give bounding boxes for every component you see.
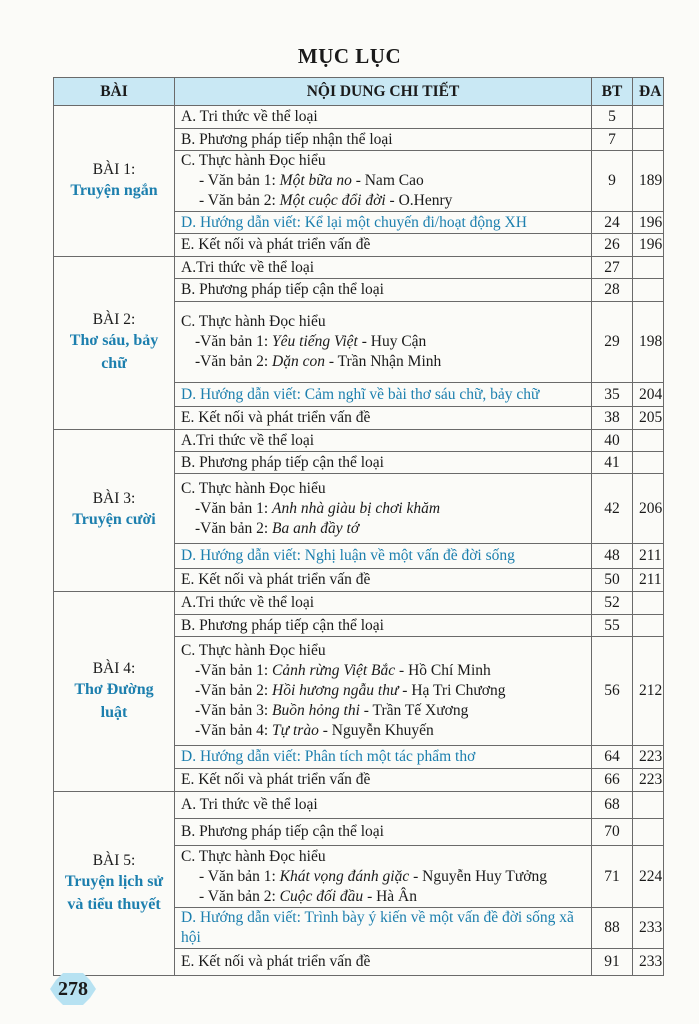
writing-guide-text: D. Hướng dẫn viết: Cảm nghĩ về bài thơ sáu chữ, bảy chữ: [181, 385, 540, 403]
section-text: A. Tri thức về thể loại: [181, 796, 318, 813]
bt-page-cell: 7: [592, 129, 633, 151]
content-cell: [175, 637, 592, 746]
author-name: - Hồ Chí Minh: [395, 662, 491, 679]
work-title: Buồn hỏng thi: [272, 702, 360, 719]
lesson-number: BÀI 4:: [92, 659, 136, 677]
content-cell: [175, 151, 592, 212]
section-heading: C. Thực hành Đọc hiểu: [181, 642, 326, 659]
reading-text-item: [181, 887, 585, 907]
toc-body: [54, 106, 664, 976]
lesson-number: BÀI 5:: [92, 851, 136, 869]
lesson-name: Truyện cười: [72, 511, 156, 528]
author-name: - Hạ Tri Chương: [398, 682, 506, 699]
section-text: A.Tri thức về thể loại: [181, 431, 315, 449]
reading-text-label: -Văn bản 1:: [195, 499, 273, 517]
lesson-cell: [54, 257, 175, 430]
author-name: - Nguyễn Huy Tưởng: [409, 867, 547, 885]
content-cell: [175, 279, 592, 302]
work-title: Hồi hương ngẫu thư: [272, 682, 399, 699]
table-row: [54, 106, 664, 129]
bt-page-cell: 88: [592, 908, 633, 949]
da-page-cell: [633, 129, 664, 151]
author-name: - Trần Tế Xương: [359, 702, 469, 719]
da-page-cell: 233: [633, 908, 664, 949]
reading-text-label: -Văn bản 2:: [195, 682, 273, 699]
writing-guide-text: D. Hướng dẫn viết: Nghị luận về một vấn đề đời sống: [181, 547, 515, 564]
da-page-cell: 223: [633, 769, 664, 792]
reading-text-label: -Văn bản 3:: [195, 702, 273, 719]
content-cell: [175, 383, 592, 407]
section-text: E. Kết nối và phát triển vấn đề: [181, 771, 371, 788]
section-text: A.Tri thức về thể loại: [181, 594, 315, 611]
bt-page-cell: 41: [592, 452, 633, 474]
content-cell: [175, 302, 592, 383]
da-page-cell: 211: [633, 544, 664, 569]
reading-text-item: [181, 332, 585, 352]
header-content: NỘI DUNG CHI TIẾT: [175, 78, 592, 106]
lesson-cell: [54, 430, 175, 592]
writing-guide-text: D. Hướng dẫn viết: Trình bày ý kiến về một vấn đề đời sống xã hội: [181, 909, 574, 946]
work-title: Yêu tiếng Việt: [272, 333, 358, 350]
author-name: - Nam Cao: [351, 172, 424, 189]
section-heading: C. Thực hành Đọc hiểu: [181, 152, 326, 169]
da-page-cell: 189: [633, 151, 664, 212]
da-page-cell: [633, 792, 664, 819]
bt-page-cell: 64: [592, 746, 633, 769]
lesson-number: BÀI 1:: [92, 160, 136, 178]
lesson-number: BÀI 3:: [92, 490, 136, 507]
section-heading: C. Thực hành Đọc hiểu: [181, 313, 326, 330]
section-text: E. Kết nối và phát triển vấn đề: [181, 953, 371, 970]
work-title: Một bữa no: [279, 172, 352, 189]
content-cell: [175, 129, 592, 151]
author-name: - Hà Ân: [363, 887, 417, 905]
content-cell: [175, 949, 592, 976]
reading-text-item: [181, 519, 585, 539]
reading-text-label: -Văn bản 1:: [195, 662, 273, 679]
da-page-cell: [633, 615, 664, 637]
reading-text-item: [181, 701, 585, 721]
da-page-cell: 196: [633, 234, 664, 257]
section-text: B. Phương pháp tiếp cận thể loại: [181, 281, 384, 298]
content-cell: [175, 234, 592, 257]
lesson-name: Thơ Đường luật: [74, 680, 154, 721]
content-cell: [175, 452, 592, 474]
da-page-cell: 206: [633, 474, 664, 544]
content-cell: [175, 746, 592, 769]
reading-text-label: -Văn bản 2:: [195, 353, 273, 370]
bt-page-cell: 52: [592, 592, 633, 615]
work-title: Tự trào: [272, 722, 319, 739]
content-cell: [175, 474, 592, 544]
lesson-name: Thơ sáu, bảy chữ: [69, 332, 159, 372]
page-title: MỤC LỤC: [297, 44, 402, 68]
table-row: [54, 592, 664, 615]
bt-page-cell: 68: [592, 792, 633, 819]
reading-text-item: [181, 171, 585, 191]
reading-text-label: - Văn bản 1:: [199, 867, 280, 885]
author-name: - Huy Cận: [357, 333, 427, 350]
bt-page-cell: 28: [592, 279, 633, 302]
reading-text-label: - Văn bản 2:: [199, 887, 280, 905]
section-text: E. Kết nối và phát triển vấn đề: [181, 236, 371, 253]
work-title: Dặn con: [272, 353, 325, 370]
header-bt: BT: [592, 78, 633, 106]
section-heading: C. Thực hành Đọc hiểu: [181, 479, 326, 497]
lesson-number: BÀI 2:: [92, 311, 136, 328]
content-cell: [175, 846, 592, 908]
da-page-cell: [633, 592, 664, 615]
content-cell: [175, 908, 592, 949]
lesson-cell: [54, 106, 175, 257]
bt-page-cell: 66: [592, 769, 633, 792]
reading-text-item: [181, 867, 585, 887]
lesson-cell: [54, 592, 175, 792]
lesson-name: Truyện lịch sử và tiểu thuyết: [64, 872, 164, 913]
author-name: - O.Henry: [385, 192, 453, 209]
bt-page-cell: 40: [592, 430, 633, 452]
work-title: Cuộc đối đầu: [279, 887, 364, 905]
bt-page-cell: 26: [592, 234, 633, 257]
bt-page-cell: 71: [592, 846, 633, 908]
content-cell: [175, 212, 592, 234]
table-row: [54, 430, 664, 452]
da-page-cell: 223: [633, 746, 664, 769]
author-name: - Trần Nhận Minh: [325, 353, 442, 370]
work-title: Cảnh rừng Việt Bắc: [272, 662, 396, 679]
bt-page-cell: 55: [592, 615, 633, 637]
da-page-cell: [633, 257, 664, 279]
work-title: Ba anh đầy tớ: [272, 519, 360, 537]
content-cell: [175, 257, 592, 279]
section-text: A.Tri thức về thể loại: [181, 258, 315, 276]
reading-text-label: - Văn bản 1:: [199, 172, 280, 189]
section-text: E. Kết nối và phát triển vấn đề: [181, 409, 371, 426]
da-page-cell: [633, 819, 664, 846]
bt-page-cell: 70: [592, 819, 633, 846]
bt-page-cell: 38: [592, 407, 633, 430]
lesson-cell: [54, 792, 175, 976]
reading-text-item: [181, 191, 585, 211]
writing-guide-text: D. Hướng dẫn viết: Kể lại một chuyến đi/hoạt động XH: [181, 213, 527, 231]
section-text: B. Phương pháp tiếp cận thể loại: [181, 616, 384, 634]
da-page-cell: 204: [633, 383, 664, 407]
content-cell: [175, 407, 592, 430]
work-title: Một cuộc đổi đời: [279, 192, 386, 209]
content-cell: [175, 106, 592, 129]
bt-page-cell: 9: [592, 151, 633, 212]
writing-guide-text: D. Hướng dẫn viết: Phân tích một tác phẩm thơ: [181, 748, 476, 765]
bt-page-cell: 50: [592, 569, 633, 592]
bt-page-cell: 24: [592, 212, 633, 234]
da-page-cell: [633, 279, 664, 302]
bt-page-cell: 29: [592, 302, 633, 383]
bt-page-cell: 48: [592, 544, 633, 569]
da-page-cell: 224: [633, 846, 664, 908]
bt-page-cell: 5: [592, 106, 633, 129]
page-number: 278: [50, 972, 96, 1006]
content-cell: [175, 615, 592, 637]
bt-page-cell: 35: [592, 383, 633, 407]
bt-page-cell: 42: [592, 474, 633, 544]
content-cell: [175, 569, 592, 592]
da-page-cell: [633, 106, 664, 129]
content-cell: [175, 430, 592, 452]
work-title: Khát vọng đánh giặc: [279, 867, 410, 885]
da-page-cell: [633, 452, 664, 474]
reading-text-item: [181, 721, 585, 741]
reading-text-label: -Văn bản 1:: [195, 333, 273, 350]
section-heading: C. Thực hành Đọc hiểu: [181, 847, 326, 865]
da-page-cell: 198: [633, 302, 664, 383]
content-cell: [175, 769, 592, 792]
table-row: [54, 792, 664, 819]
da-page-cell: 233: [633, 949, 664, 976]
table-row: [54, 257, 664, 279]
da-page-cell: 211: [633, 569, 664, 592]
bt-page-cell: 91: [592, 949, 633, 976]
reading-text-item: [181, 681, 585, 701]
reading-text-item: [181, 499, 585, 519]
content-cell: [175, 819, 592, 846]
work-title: Anh nhà giàu bị chơi khăm: [272, 499, 441, 517]
content-cell: [175, 544, 592, 569]
reading-text-item: [181, 661, 585, 681]
bt-page-cell: 27: [592, 257, 633, 279]
header-lesson: BÀI: [54, 78, 175, 106]
table-header-row: [54, 78, 664, 106]
da-page-cell: 212: [633, 637, 664, 746]
content-cell: [175, 592, 592, 615]
header-da: ĐA: [633, 78, 664, 106]
reading-text-label: - Văn bản 2:: [199, 192, 280, 209]
section-text: E. Kết nối và phát triển vấn đề: [181, 571, 371, 588]
reading-text-label: -Văn bản 2:: [195, 519, 273, 537]
da-page-cell: 205: [633, 407, 664, 430]
da-page-cell: 196: [633, 212, 664, 234]
author-name: - Nguyễn Khuyến: [318, 722, 434, 739]
section-text: A. Tri thức về thể loại: [181, 108, 318, 125]
da-page-cell: [633, 430, 664, 452]
reading-text-item: [181, 352, 585, 372]
section-text: B. Phương pháp tiếp cận thể loại: [181, 453, 384, 471]
toc-table: [53, 77, 664, 976]
content-cell: [175, 792, 592, 819]
section-text: B. Phương pháp tiếp cận thể loại: [181, 823, 384, 840]
bt-page-cell: 56: [592, 637, 633, 746]
reading-text-label: -Văn bản 4:: [195, 722, 273, 739]
section-text: B. Phương pháp tiếp nhận thể loại: [181, 130, 393, 148]
lesson-name: Truyện ngắn: [70, 181, 158, 199]
